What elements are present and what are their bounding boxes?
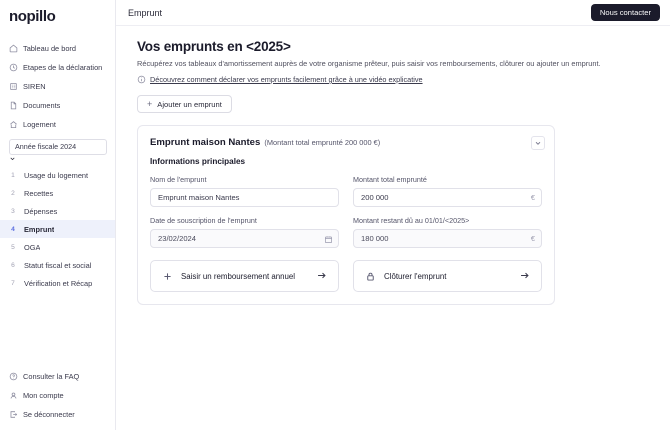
loan-section-title: Informations principales	[150, 157, 246, 167]
field-total-amount	[353, 175, 542, 207]
sidebar-item-verification-et-recap[interactable]	[0, 274, 115, 292]
add-loan-button[interactable]	[137, 95, 232, 113]
field-subscription-date	[150, 216, 339, 248]
field-label: Date de souscription de l'emprunt	[150, 216, 257, 226]
sidebar-item-label: Consulter la FAQ	[23, 372, 80, 381]
app-logo[interactable]: nopillo	[9, 8, 56, 25]
sidebar-item-label: Emprunt	[24, 224, 55, 234]
sidebar-item-label: SIREN	[23, 82, 46, 91]
sidebar-item-usage-du-logement[interactable]	[0, 166, 115, 184]
sidebar-item-label: Etapes de la déclaration	[23, 63, 103, 72]
loan-name-input[interactable]: Emprunt maison Nantes	[150, 188, 339, 207]
subscription-date-input[interactable]: 23/02/2024	[150, 229, 339, 248]
step-number: 3	[11, 207, 15, 215]
step-number: 4	[11, 225, 15, 233]
sidebar-item-depenses[interactable]	[0, 202, 115, 220]
sidebar-item-label: Documents	[23, 101, 61, 110]
help-icon	[9, 372, 18, 381]
currency-suffix: €	[530, 193, 535, 203]
remaining-amount-input[interactable]: 180 000	[353, 229, 542, 248]
top-bar	[116, 0, 670, 26]
logout-icon	[9, 410, 18, 419]
sidebar-item-tableau-de-bord[interactable]	[0, 39, 115, 58]
lock-icon	[364, 270, 376, 282]
add-loan-label: Ajouter un emprunt	[157, 99, 222, 109]
sidebar-item-oga[interactable]	[0, 238, 115, 256]
page-breadcrumb-title: Emprunt	[128, 7, 163, 18]
plus-icon	[161, 270, 173, 282]
video-help-link[interactable]: Découvrez comment déclarer vos emprunts facilement grâce à une vidéo explicative	[150, 74, 423, 84]
sidebar	[0, 0, 116, 430]
steps-icon	[9, 63, 18, 72]
fiscal-year-select-wrap	[9, 139, 107, 162]
sidebar-item-faq[interactable]	[0, 367, 115, 386]
step-number: 6	[11, 261, 15, 269]
page-content	[116, 26, 670, 305]
sidebar-item-label: Logement	[23, 120, 56, 129]
chevron-down-icon	[534, 139, 542, 147]
add-repayment-button[interactable]	[150, 260, 339, 292]
sidebar-item-label: Usage du logement	[24, 170, 89, 180]
sidebar-item-etapes-declaration[interactable]	[0, 58, 115, 77]
arrow-right-icon	[519, 270, 531, 282]
user-icon	[9, 391, 18, 400]
close-loan-label: Clôturer l'emprunt	[384, 271, 447, 281]
info-icon	[137, 75, 146, 84]
calendar-icon[interactable]	[324, 235, 333, 244]
fiscal-year-value: Année fiscale 2024	[15, 142, 77, 151]
contact-button[interactable]: Nous contacter	[591, 4, 660, 21]
sidebar-item-mon-compte[interactable]	[0, 386, 115, 405]
page-title: Vos emprunts en <2025>	[137, 39, 291, 54]
fiscal-year-select[interactable]	[9, 139, 107, 155]
sidebar-item-emprunt[interactable]	[0, 220, 115, 238]
info-banner	[137, 75, 648, 84]
field-label: Montant total emprunté	[353, 175, 427, 185]
sidebar-nav-footer	[0, 367, 115, 424]
currency-suffix: €	[530, 234, 535, 244]
sidebar-item-se-deconnecter[interactable]	[0, 405, 115, 424]
building-icon	[9, 82, 18, 91]
field-remaining-amount	[353, 216, 542, 248]
sidebar-item-label: Vérification et Récap	[24, 278, 93, 288]
collapse-loan-button[interactable]	[531, 136, 545, 150]
sidebar-item-label: Se déconnecter	[23, 410, 75, 419]
sidebar-item-siren[interactable]	[0, 77, 115, 96]
step-number: 5	[11, 243, 15, 251]
loan-card	[137, 125, 555, 305]
document-icon	[9, 101, 18, 110]
close-loan-button[interactable]	[353, 260, 542, 292]
chevron-down-icon	[9, 155, 107, 162]
loan-actions	[150, 260, 542, 292]
sidebar-item-label: Dépenses	[24, 206, 58, 216]
sidebar-item-label: Recettes	[24, 188, 54, 198]
step-number: 1	[11, 171, 15, 179]
total-amount-input[interactable]: 200 000	[353, 188, 542, 207]
plus-icon: +	[147, 98, 153, 109]
step-number: 2	[11, 189, 15, 197]
field-label: Nom de l'emprunt	[150, 175, 207, 185]
house-icon	[9, 120, 18, 129]
sidebar-item-label: Mon compte	[23, 391, 64, 400]
field-loan-name	[150, 175, 339, 207]
loan-card-header	[150, 137, 542, 148]
sidebar-nav-sections	[0, 166, 115, 292]
loan-title: Emprunt maison Nantes	[150, 137, 261, 149]
sidebar-item-documents[interactable]	[0, 96, 115, 115]
page-subtitle: Récupérez vos tableaux d'amortissement auprès de votre organisme prêteur, puis saisir vos remboursements, clôturer ou ajouter un emprunt.	[137, 59, 601, 68]
sidebar-item-label: Tableau de bord	[23, 44, 77, 53]
loan-fields-grid	[150, 175, 542, 248]
sidebar-item-label: OGA	[24, 242, 41, 252]
sidebar-item-recettes[interactable]	[0, 184, 115, 202]
step-number: 7	[11, 279, 15, 287]
add-repayment-label: Saisir un remboursement annuel	[181, 271, 296, 281]
sidebar-nav-primary	[0, 39, 115, 134]
main-area	[116, 0, 670, 430]
loan-total-note: (Montant total emprunté 200 000 €)	[264, 138, 381, 148]
sidebar-item-statut-fiscal-et-social[interactable]	[0, 256, 115, 274]
home-icon	[9, 44, 18, 53]
field-label: Montant restant dû au 01/01/<2025>	[353, 216, 470, 226]
sidebar-item-logement[interactable]	[0, 115, 115, 134]
sidebar-item-label: Statut fiscal et social	[24, 260, 92, 270]
arrow-right-icon	[316, 270, 328, 282]
